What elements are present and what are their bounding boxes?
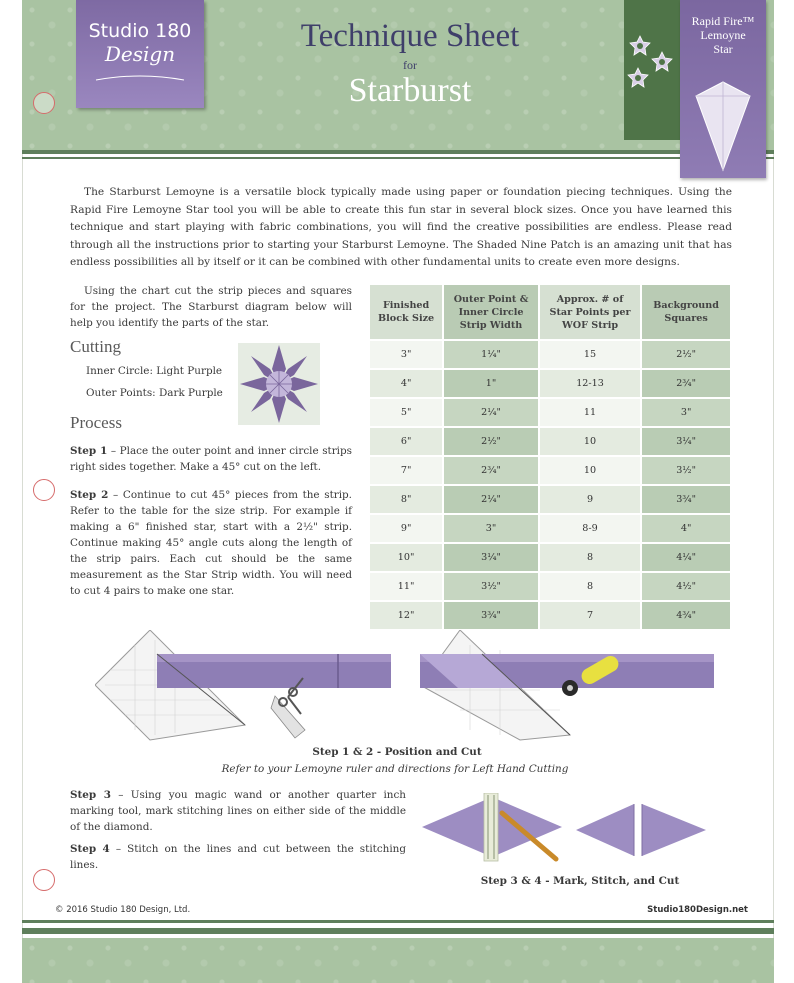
table-cell: 6": [369, 427, 443, 456]
table-cell: 8: [539, 543, 641, 572]
table-cell: 12-13: [539, 369, 641, 398]
header-rule-thin: [22, 157, 774, 159]
intro-paragraph: The Starburst Lemoyne is a versatile block typically made using paper or foundation piecing techniques. Using the Rapid Fire Lemoyne Star tool you will be able to create this fun star in several block sizes. Once you have learned this technique and start playing with fabric combinations, you will find the creative possibilities are endless. Please read through all the instructions prior to starting your Starburst Lemoyne. The Shaded Nine Patch is an amazing unit that has endless possibilities all by itself or it can be combined with other fundamental units to create even more designs.: [70, 186, 732, 269]
table-row: [369, 456, 731, 485]
table-cell: 2¼": [443, 485, 539, 514]
table-cell: 3¼": [443, 543, 539, 572]
table-cell: 4½": [641, 572, 731, 601]
table-cell: 8: [539, 572, 641, 601]
table-row: [369, 485, 731, 514]
step-1-cut-illustration: [95, 630, 395, 742]
table-cell: 2¾": [443, 456, 539, 485]
step-3-label: Step 3: [70, 789, 111, 801]
table-cell: 4": [369, 369, 443, 398]
caption-steps-3-4: Step 3 & 4 - Mark, Stitch, and Cut: [480, 875, 680, 887]
table-cell: 5": [369, 398, 443, 427]
step-2-label: Step 2: [70, 489, 109, 501]
logo-line-2: Design: [104, 42, 176, 66]
table-cell: 10: [539, 427, 641, 456]
table-cell: 4¾": [641, 601, 731, 630]
step-3: [70, 787, 406, 835]
step-3-mark-illustration: [422, 793, 562, 863]
step-4: [70, 841, 406, 873]
table-cell: 4¼": [641, 543, 731, 572]
caption-steps-1-2: Step 1 & 2 - Position and Cut: [312, 746, 482, 758]
table-header-row: [369, 284, 731, 340]
binder-hole-icon: [33, 92, 55, 114]
table-cell: 3": [641, 398, 731, 427]
footer-rule-thick: [22, 928, 774, 934]
table-cell: 10: [539, 456, 641, 485]
studio-180-logo: [76, 0, 204, 108]
table-header: Finished Block Size: [369, 284, 443, 340]
cutting-heading: Cutting: [70, 337, 122, 356]
step-4-text: – Stitch on the lines and cut between the stitching lines.: [70, 843, 406, 871]
footer-band: [22, 938, 774, 983]
table-row: [369, 572, 731, 601]
table-row: [369, 398, 731, 427]
table-cell: 2¼": [443, 398, 539, 427]
step-2-text: – Continue to cut 45° pieces from the strip. Refer to the table for the size strip. For example if making a 6" finished star, start with a 2½" strip. Continue making 45° angle cuts along the length of the strip pairs. Each cut should be the same measurement as the Star Strip width. You will need to cut 4 pairs to make one star.: [70, 489, 352, 597]
table-cell: 10": [369, 543, 443, 572]
table-cell: 11": [369, 572, 443, 601]
step-2: [70, 487, 352, 599]
table-cell: 9": [369, 514, 443, 543]
table-row: [369, 427, 731, 456]
footer-rule: [22, 920, 774, 923]
table-header: Approx. # of Star Points per WOF Strip: [539, 284, 641, 340]
starburst-block-icon: [238, 343, 320, 425]
caption-steps-1-2-note: Refer to your Lemoyne ruler and directions for Left Hand Cutting: [221, 763, 569, 775]
green-ribbon: [624, 0, 682, 140]
table-row: [369, 601, 731, 630]
table-cell: 2½": [443, 427, 539, 456]
table-row: [369, 514, 731, 543]
table-cell: 2½": [641, 340, 731, 369]
step-1-label: Step 1: [70, 445, 108, 457]
tool-name-line-1: Rapid Fire™: [691, 14, 755, 28]
logo-flourish-icon: [76, 70, 204, 90]
binder-hole-icon: [33, 479, 55, 501]
table-cell: 3¾": [443, 601, 539, 630]
table-cell: 1¼": [443, 340, 539, 369]
table-cell: 2¾": [641, 369, 731, 398]
cutting-chart-table: [368, 283, 732, 631]
cutting-outer-points: Outer Points: Dark Purple: [86, 387, 223, 399]
step-1: [70, 443, 352, 475]
table-cell: 3¾": [641, 485, 731, 514]
step-2-cut-illustration: [420, 630, 720, 742]
table-cell: 1": [443, 369, 539, 398]
header-rule: [22, 150, 774, 154]
step-3-text: – Using you magic wand or another quarter inch marking tool, mark stitching lines on either side of the middle of the diamond.: [70, 789, 406, 833]
process-heading: Process: [70, 413, 122, 432]
table-cell: 8-9: [539, 514, 641, 543]
table-cell: 8": [369, 485, 443, 514]
step-1-text: – Place the outer point and inner circle strips right sides together. Make a 45° cut on the left.: [70, 445, 352, 473]
step-4-label: Step 4: [70, 843, 110, 855]
table-cell: 3": [369, 340, 443, 369]
table-row: [369, 340, 731, 369]
step-4-cut-illustration: [576, 800, 706, 860]
lemoyne-tool-icon: [680, 74, 766, 174]
table-cell: 9: [539, 485, 641, 514]
table-header: Background Squares: [641, 284, 731, 340]
title-for: for: [403, 58, 417, 72]
table-cell: 7": [369, 456, 443, 485]
table-cell: 3¼": [641, 427, 731, 456]
cutting-inner-circle: Inner Circle: Light Purple: [86, 365, 223, 377]
table-cell: 7: [539, 601, 641, 630]
table-cell: 11: [539, 398, 641, 427]
copyright: © 2016 Studio 180 Design, Ltd.: [55, 905, 191, 915]
table-cell: 3½": [641, 456, 731, 485]
table-cell: 3½": [443, 572, 539, 601]
page-title: Technique Sheet: [300, 18, 520, 54]
table-cell: 12": [369, 601, 443, 630]
tool-name-line-3: Star: [713, 42, 733, 56]
star-flowers-icon: [624, 30, 682, 120]
website-link[interactable]: Studio180Design.net: [647, 905, 748, 915]
table-cell: 3": [443, 514, 539, 543]
table-header: Outer Point & Inner Circle Strip Width: [443, 284, 539, 340]
table-row: [369, 543, 731, 572]
chart-intro: Using the chart cut the strip pieces and squares for the project. The Starburst diagram below will help you identify the parts of the star.: [70, 285, 352, 329]
table-cell: 15: [539, 340, 641, 369]
table-cell: 4": [641, 514, 731, 543]
logo-line-1: Studio 180: [88, 20, 192, 42]
tool-name-line-2: Lemoyne: [700, 28, 746, 42]
binder-hole-icon: [33, 869, 55, 891]
page-subtitle: Starburst: [348, 72, 472, 109]
table-row: [369, 369, 731, 398]
